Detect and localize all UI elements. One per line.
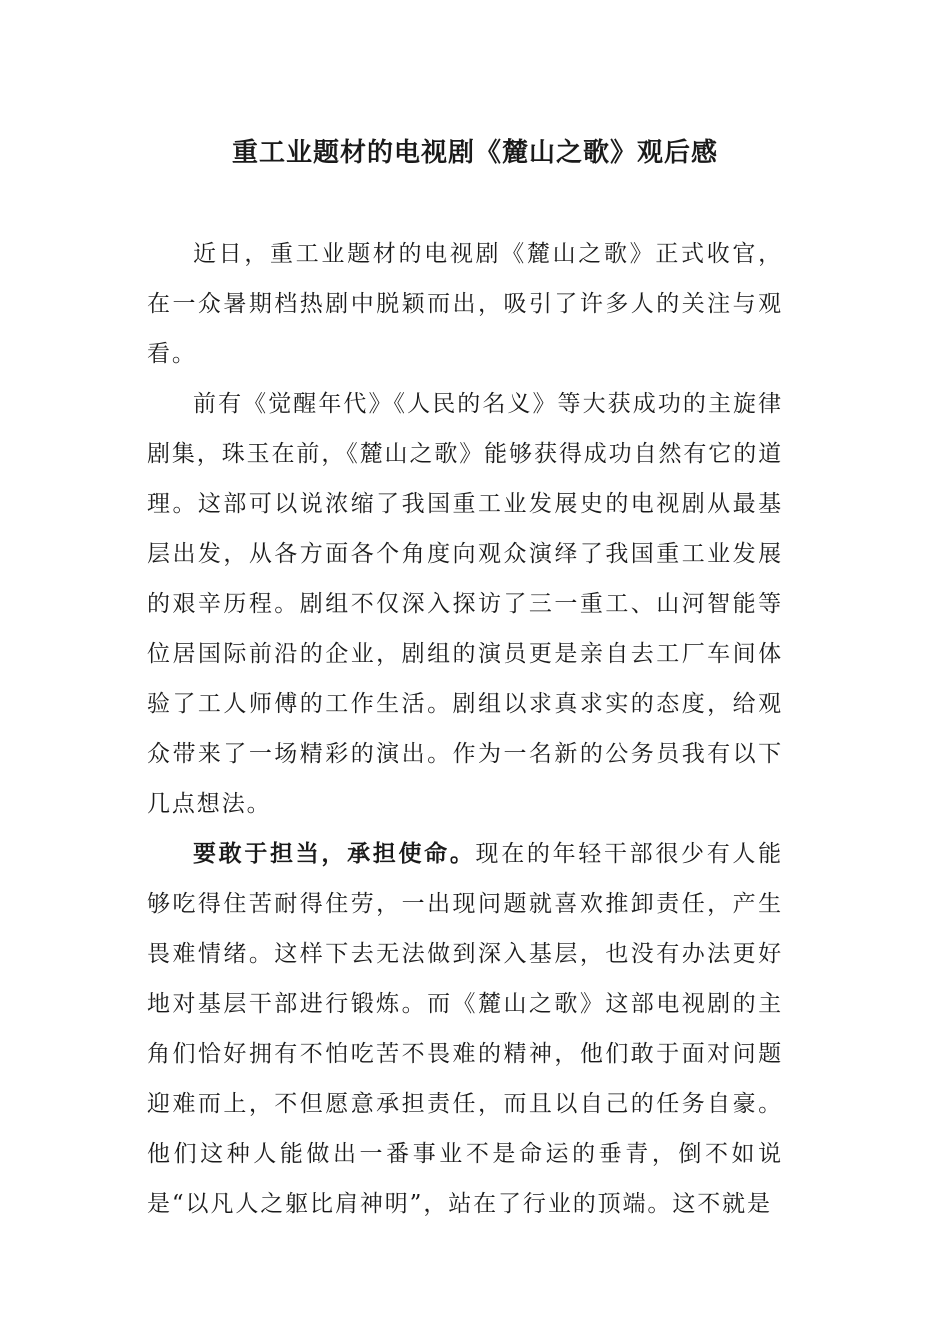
- paragraph-1-text: 近日，重工业题材的电视剧《麓山之歌》正式收官，在一众暑期档热剧中脱颖而出，吸引了许多人的关注与观看。: [147, 241, 783, 367]
- paragraph-3-lead: 要敢于担当，承担使命。: [193, 840, 476, 867]
- paragraph-2: [147, 379, 783, 829]
- paragraph-2-text: 前有《觉醒年代》《人民的名义》等大获成功的主旋律剧集，珠玉在前，《麓山之歌》能够获得成功自然有它的道理。这部可以说浓缩了我国重工业发展史的电视剧从最基层出发，从各方面各个角度向观众演绎了我国重工业发展的艰辛历程。剧组不仅深入探访了三一重工、山河智能等位居国际前沿的企业，剧组的演员更是亲自去工厂车间体验了工人师傅的工作生活。剧组以求真求实的态度，给观众带来了一场精彩的演出。作为一名新的公务员我有以下几点想法。: [147, 391, 783, 817]
- paragraph-3: [147, 829, 783, 1229]
- document-body: [147, 229, 783, 1229]
- document-title: 重工业题材的电视剧《麓山之歌》观后感: [231, 138, 718, 168]
- paragraph-1: [147, 229, 783, 379]
- paragraph-3-text: 现在的年轻干部很少有人能够吃得住苦耐得住劳，一出现问题就喜欢推卸责任，产生畏难情绪。这样下去无法做到深入基层，也没有办法更好地对基层干部进行锻炼。而《麓山之歌》这部电视剧的主角们恰好拥有不怕吃苦不畏难的精神，他们敢于面对问题迎难而上，不但愿意承担责任，而且以自己的任务自豪。他们这种人能做出一番事业不是命运的垂青，倒不如说是“以凡人之躯比肩神明”，站在了行业的顶端。这不就是: [147, 841, 783, 1217]
